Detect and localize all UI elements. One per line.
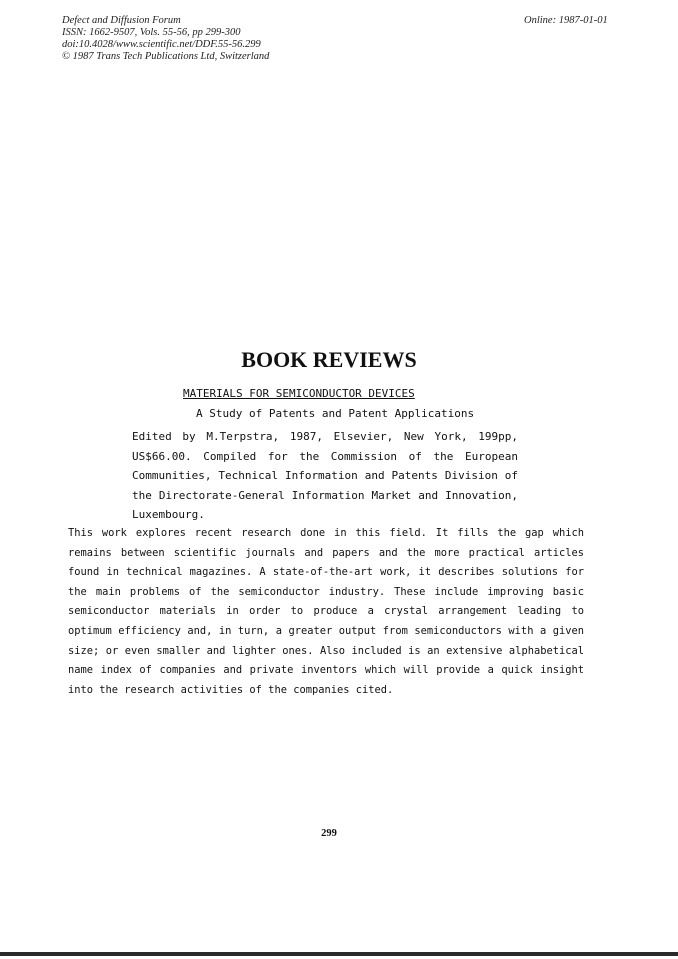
section-title: BOOK REVIEWS [241, 347, 417, 372]
book-title: MATERIALS FOR SEMICONDUCTOR DEVICES [183, 387, 415, 400]
review-text: This work explores recent research done in this field. It fills the gap which remains between scientific journals and papers and the more practical articles found in technical magazines. A state-of-the-art work, it describes solutions for the main problems of the semiconductor industry. These include improving basic semiconductor materials in order to produce a crystal arrangement leading to optimum efficiency and, in turn, a greater output from semiconductors with a given size; or even smaller and lighter ones. Also included is an extensive alphabetical name index of companies and private inventors which will provide a quick insight into the research activities of the companies cited. [68, 527, 584, 696]
page-number: 299 [321, 828, 337, 839]
doi-line: doi:10.4028/www.scientific.net/DDF.55-56.299 [62, 39, 261, 50]
book-citation: Edited by M.Terpstra, 1987, Elsevier, New York, 199pp, US$66.00. Compiled for the Commission of the European Communities, Technical Information and Patents Division of the Directorate-General Information Market and Innovation, Luxembourg. [132, 430, 518, 522]
book-subtitle: A Study of Patents and Patent Applications [196, 407, 475, 420]
journal-header [62, 15, 422, 63]
issn-line: ISSN: 1662-9507, Vols. 55-56, pp 299-300 [62, 27, 241, 38]
copyright-line: © 1987 Trans Tech Publications Ltd, Switzerland [62, 51, 270, 62]
bottom-rule [0, 952, 678, 956]
online-date: Online: 1987-01-01 [524, 15, 608, 26]
journal-name: Defect and Diffusion Forum [62, 15, 181, 26]
